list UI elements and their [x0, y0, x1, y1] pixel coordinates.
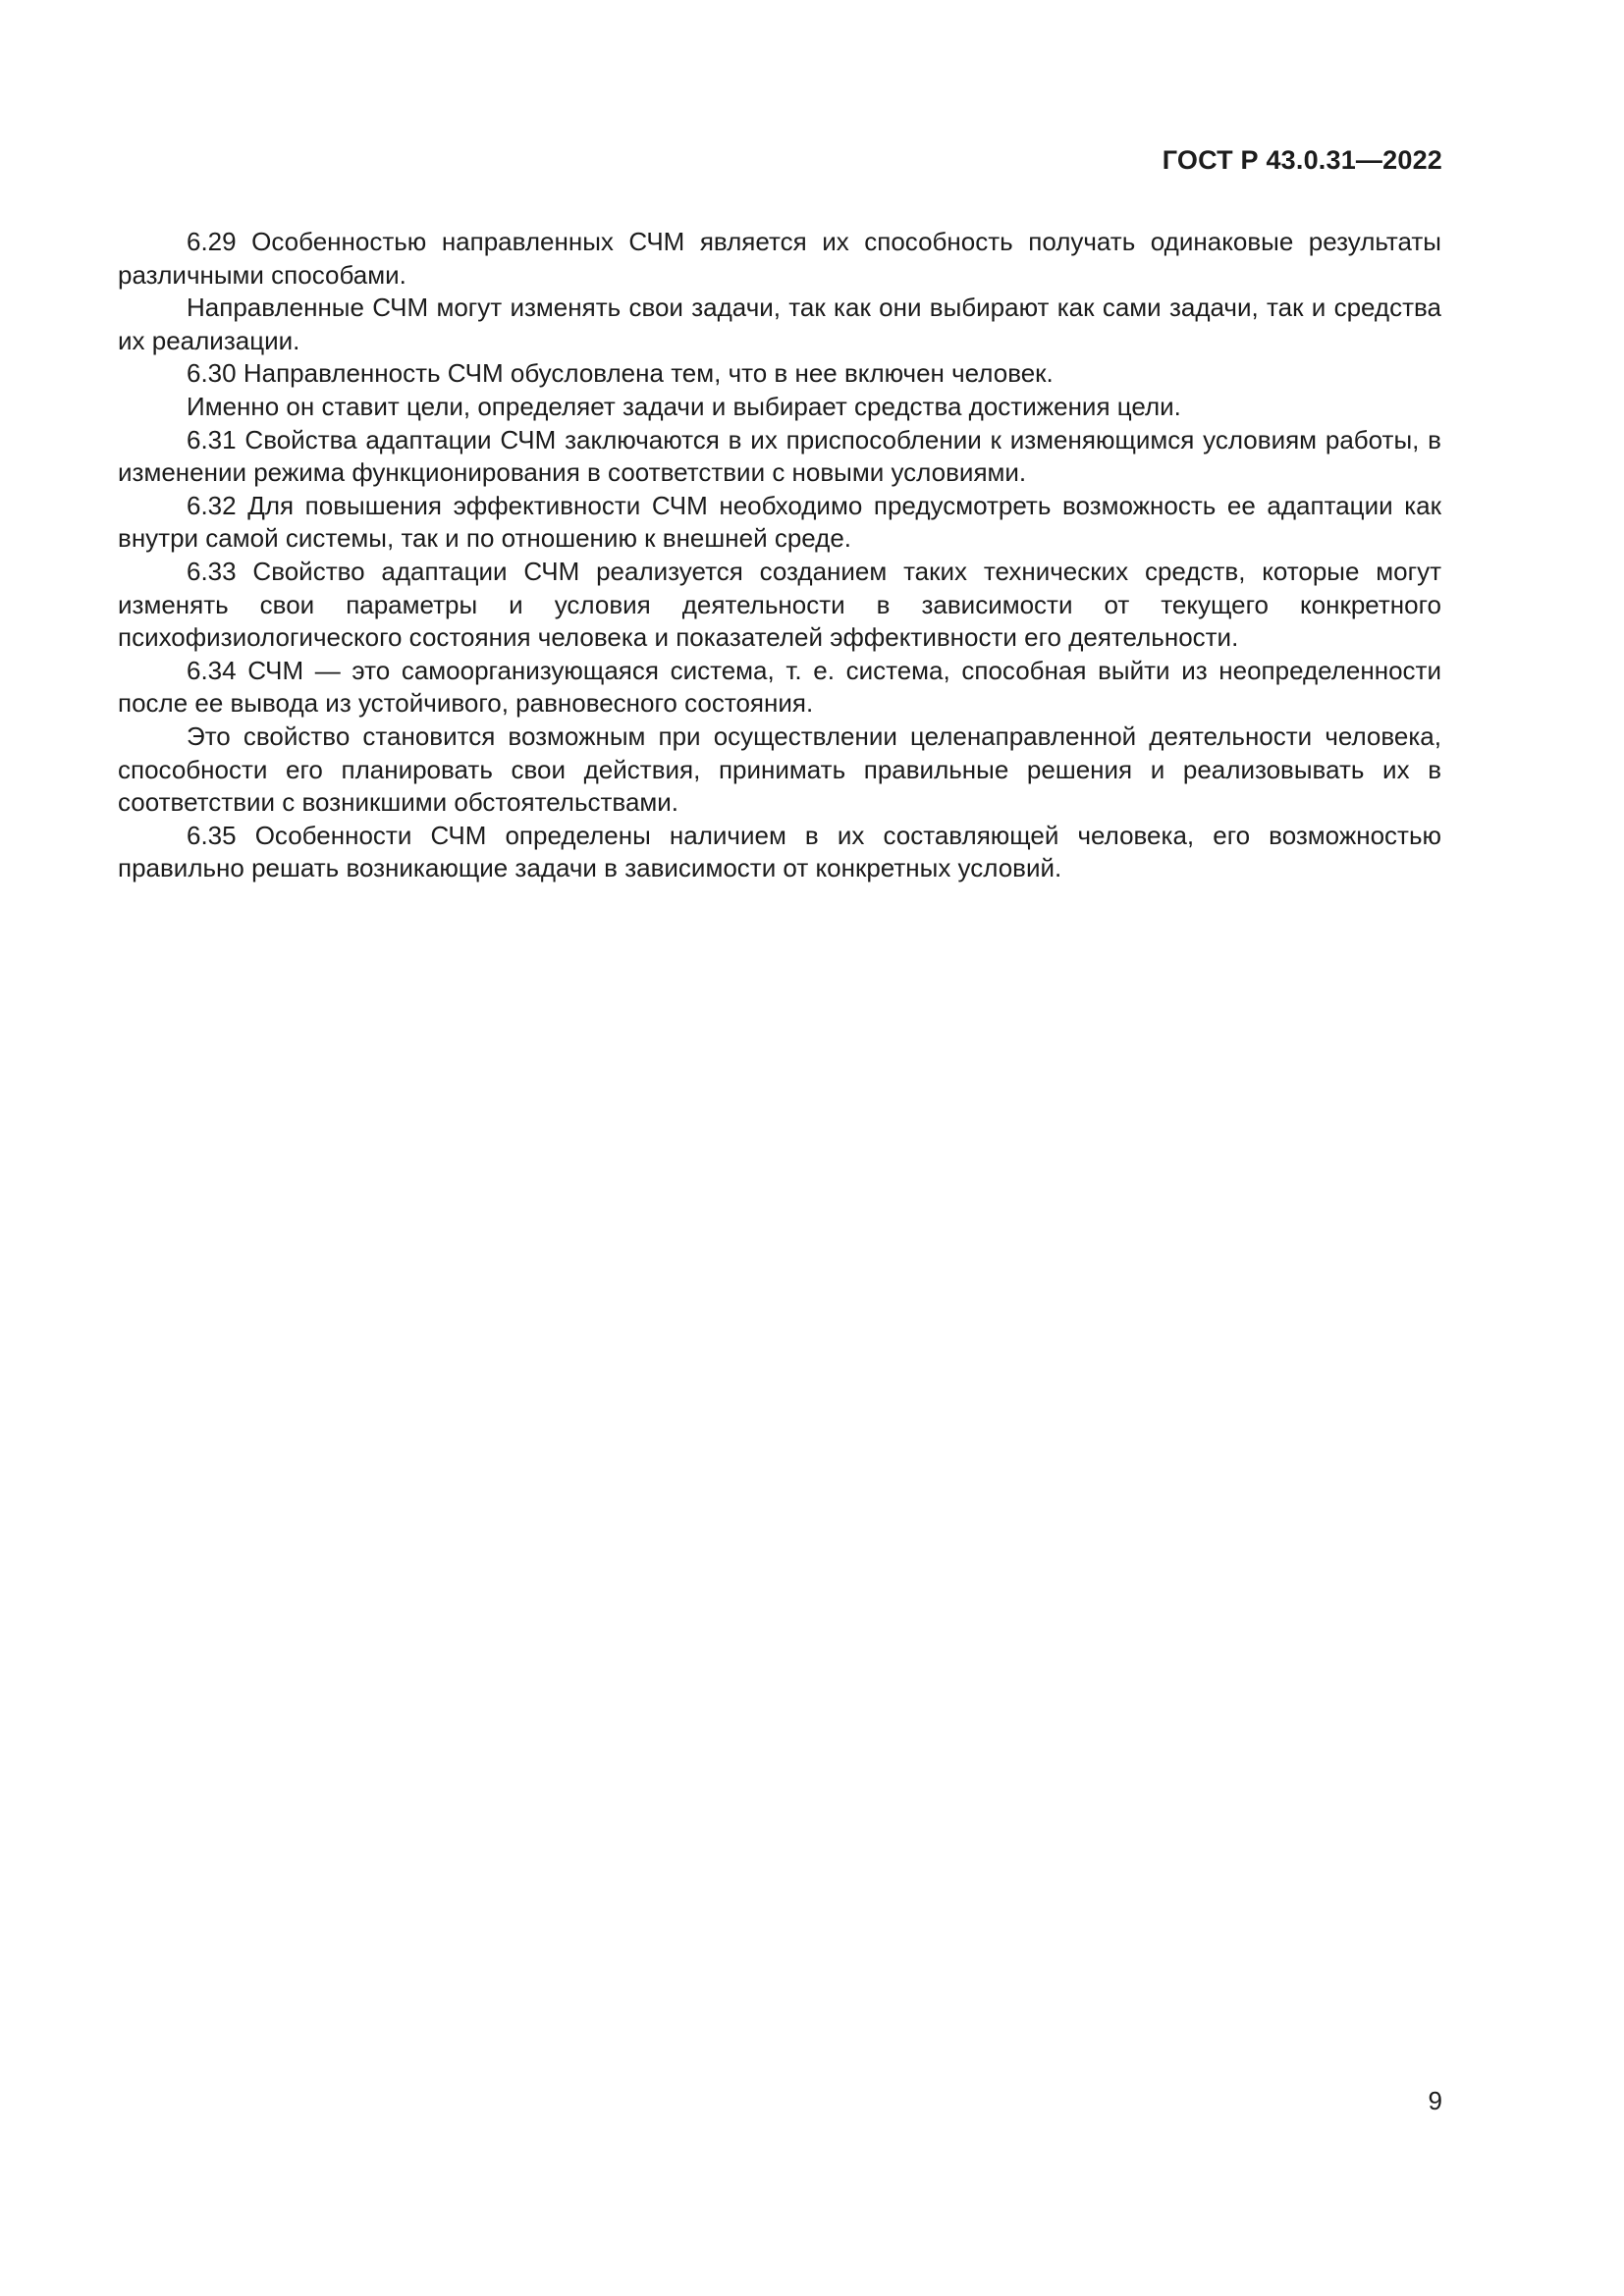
- document-body: [118, 226, 1441, 885]
- paragraph-6-30-continued: Именно он ставит цели, определяет задачи и выбирает средства достижения цели.: [187, 391, 1181, 421]
- paragraph-6-31: 6.31 Свойства адаптации СЧМ заключаются в их приспособлении к изменяющимся условиям работы, в изменении режима функционирования в соответствии с новыми условиями.: [118, 424, 1441, 488]
- page-number: 9: [1428, 2086, 1442, 2115]
- paragraph-6-34: 6.34 СЧМ — это самоорганизующаяся система, т. е. система, способная выйти из неопределенности после ее вывода из устойчивого, равновесного состояния.: [118, 655, 1441, 719]
- document-code-header: ГОСТ Р 43.0.31—2022: [1162, 145, 1442, 175]
- paragraph-6-29: 6.29 Особенностью направленных СЧМ является их способность получать одинаковые результаты различными способами.: [118, 227, 1441, 290]
- paragraph-6-33: 6.33 Свойство адаптации СЧМ реализуется созданием таких технических средств, которые могут изменять свои параметры и условия деятельности в зависимости от текущего конкретного психофизиологического состояния человека и показателей эффективности его деятельности.: [118, 556, 1441, 653]
- paragraph-6-32: 6.32 Для повышения эффективности СЧМ необходимо предусмотреть возможность ее адаптации как внутри самой системы, так и по отношению к внешней среде.: [118, 490, 1441, 554]
- paragraph-6-29-continued: Направленные СЧМ могут изменять свои задачи, так как они выбирают как сами задачи, так и средства их реализации.: [118, 293, 1441, 355]
- paragraph-6-30: 6.30 Направленность СЧМ обусловлена тем, что в нее включен человек.: [187, 358, 1054, 389]
- paragraph-6-35: 6.35 Особенности СЧМ определены наличием в их составляющей человека, его возможностью правильно решать возникающие задачи в зависимости от конкретных условий.: [118, 820, 1441, 883]
- paragraph-6-34-continued: Это свойство становится возможным при осуществлении целенаправленной деятельности человека, способности его планировать свои действия, принимать правильные решения и реализовывать их в соответствии с возникшими обстоятельствами.: [118, 721, 1441, 818]
